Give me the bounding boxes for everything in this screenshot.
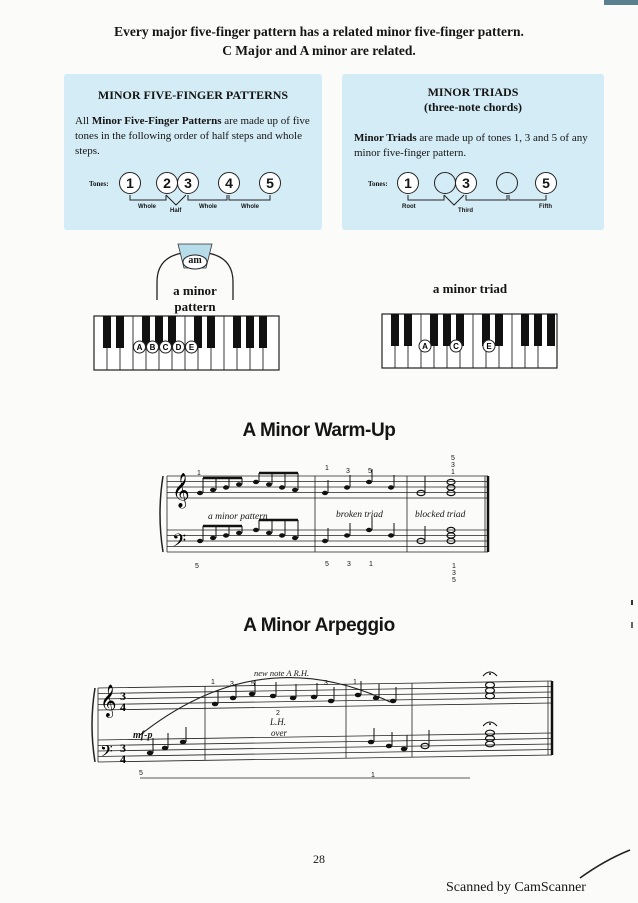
triad-third-label: Third	[458, 208, 473, 214]
warmup-chord-finger-bottom-1: 1	[452, 563, 456, 570]
warmup-chord-finger-top-5: 5	[451, 455, 455, 462]
warmup-chord-finger-top-1: 1	[451, 469, 455, 476]
warmup-label-pattern: a minor pattern	[208, 512, 268, 522]
pattern-label-line-2: pattern	[174, 299, 216, 314]
step-half: Half	[170, 208, 182, 214]
triad-root-label: Root	[402, 204, 416, 210]
step-whole-1: Whole	[138, 204, 156, 210]
svg-text:𝄞: 𝄞	[100, 684, 117, 717]
triads-desc-bold: Minor Triads	[354, 132, 417, 144]
triad-tone-1: 1	[397, 172, 419, 194]
triad-keyboard	[381, 313, 561, 371]
intro-text	[0, 22, 638, 60]
minor-patterns-box	[64, 74, 322, 230]
minor-triads-title: MINOR TRIADS	[427, 85, 519, 99]
tone-4: 4	[218, 172, 240, 194]
intro-line-1: Every major five-finger pattern has a related minor five-finger pattern.	[114, 24, 524, 39]
pattern-note-b: B	[149, 343, 156, 352]
warmup-finger-1: 1	[197, 470, 201, 477]
pattern-note-c: C	[162, 343, 169, 352]
warmup-chord-finger-bottom-3: 3	[452, 570, 456, 577]
time-sig-bottom: 4	[120, 700, 126, 714]
arpeggio-finger-2: 3	[230, 681, 234, 688]
tone-1: 1	[119, 172, 141, 194]
svg-text:𝄢: 𝄢	[100, 741, 113, 765]
warmup-finger-2: 1	[325, 465, 329, 472]
step-whole-2: Whole	[199, 204, 217, 210]
warmup-bass-finger-1: 5	[195, 563, 199, 570]
svg-text:3: 3	[120, 741, 126, 755]
warmup-finger-4: 5	[368, 468, 372, 475]
triad-note-e: E	[486, 342, 492, 351]
arpeggio-title: A Minor Arpeggio	[243, 615, 395, 636]
minor-triads-subtitle: (three-note chords)	[423, 100, 523, 114]
arpeggio-finger-3: 5	[251, 681, 255, 688]
warmup-bass-finger-3: 3	[347, 561, 351, 568]
triad-fifth-label: Fifth	[539, 204, 552, 210]
arpeggio-finger-4: 3	[324, 680, 328, 687]
desc-bold: Minor Five-Finger Patterns	[91, 115, 222, 127]
minor-patterns-title: MINOR FIVE-FINGER PATTERNS	[97, 88, 289, 102]
arpeggio-lh-label: L.H.	[270, 717, 287, 727]
tone-3: 3	[177, 172, 199, 194]
pattern-note-e: E	[188, 343, 195, 352]
step-brackets	[64, 74, 322, 230]
desc-pre: All	[75, 115, 92, 127]
warmup-finger-3: 3	[346, 468, 350, 475]
step-whole-3: Whole	[241, 204, 259, 210]
triad-note-a: A	[422, 342, 428, 351]
triad-tones-label: Tones:	[368, 180, 388, 188]
warmup-label-blocked: blocked triad	[415, 510, 466, 520]
triad-label: a minor triad	[432, 281, 508, 296]
triad-note-c: C	[453, 342, 459, 351]
warmup-bass-finger-4: 1	[369, 561, 373, 568]
svg-text:𝄢: 𝄢	[172, 531, 187, 556]
page-number: 28	[313, 852, 325, 866]
arpeggio-lh-over: over	[271, 728, 287, 738]
triad-tone-5: 5	[535, 172, 557, 194]
page-edge-marks	[560, 0, 638, 903]
warmup-chord-finger-bottom-5: 5	[452, 577, 456, 584]
tones-label: Tones:	[89, 180, 109, 188]
scanner-footer: Scanned by CamScanner	[446, 880, 586, 895]
arpeggio-rh-note: new note A R.H.	[254, 668, 310, 678]
intro-line-2: C Major and A minor are related.	[222, 43, 416, 58]
warmup-bass-finger-2: 5	[325, 561, 329, 568]
pattern-keyboard	[93, 315, 283, 373]
triad-tone-3: 3	[455, 172, 477, 194]
arpeggio-lh-finger: 2	[276, 710, 280, 717]
desc-post: are made up of five tones in the following order of half steps and whole steps.	[75, 115, 310, 157]
pattern-label	[145, 283, 245, 315]
arpeggio-bass-finger-1: 5	[139, 770, 143, 777]
pattern-label-line-1: a minor	[173, 283, 217, 298]
svg-text:𝄞: 𝄞	[172, 473, 190, 508]
pattern-note-a: A	[136, 343, 143, 352]
warmup-label-broken: broken triad	[336, 510, 383, 520]
arpeggio-bass-finger-2: 1	[371, 772, 375, 779]
time-sig-top: 3	[120, 689, 126, 703]
arpeggio-finger-1: 1	[211, 679, 215, 686]
arpeggio-dynamic: mf-p	[133, 730, 153, 741]
tone-2: 2	[156, 172, 178, 194]
arpeggio-finger-5: 1	[353, 679, 357, 686]
triads-desc-post: are made up of tones 1, 3 and 5 of any minor five-finger pattern.	[354, 132, 588, 159]
svg-text:4: 4	[120, 752, 126, 766]
am-tab-label: am	[188, 255, 202, 266]
warmup-title: A Minor Warm-Up	[242, 420, 396, 441]
tone-5: 5	[259, 172, 281, 194]
warmup-chord-finger-top-3: 3	[451, 462, 455, 469]
pattern-note-d: D	[175, 343, 182, 352]
